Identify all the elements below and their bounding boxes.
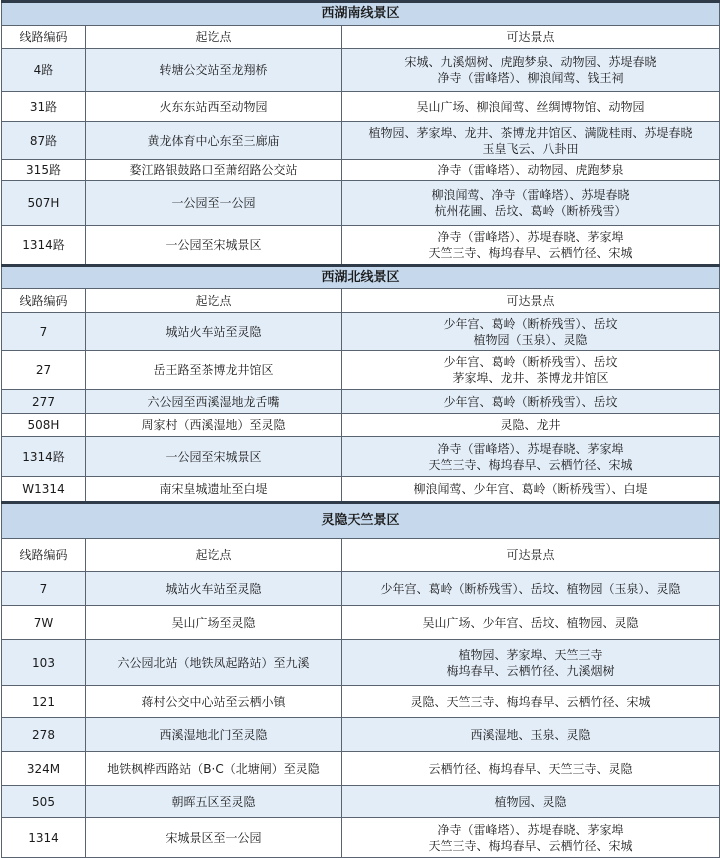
- cell-spots: 云栖竹径、梅坞春早、天竺三寺、灵隐: [342, 752, 720, 786]
- cell-spots: 少年宫、葛岭（断桥残雪）、岳坟 茅家埠、龙井、茶博龙井馆区: [342, 351, 720, 390]
- cell-spots: 柳浪闻莺、少年宫、葛岭（断桥残雪）、白堤: [342, 477, 720, 503]
- cell-spots: 吴山广场、少年宫、岳坟、植物园、灵隐: [342, 606, 720, 640]
- column-header-code: 线路编码: [2, 26, 86, 49]
- cell-route: 吴山广场至灵隐: [86, 606, 342, 640]
- cell-spots: 宋城、九溪烟树、虎跑梦泉、动物园、苏堤春晓 净寺（雷峰塔）、柳浪闻莺、钱王祠: [342, 49, 720, 92]
- cell-code: 1314路: [2, 226, 86, 266]
- cell-route: 南宋皇城遗址至白堤: [86, 477, 342, 503]
- column-header-row: [2, 289, 720, 313]
- cell-route: 火东东站西至动物园: [86, 92, 342, 122]
- cell-spots: 灵隐、天竺三寺、梅坞春早、云栖竹径、宋城: [342, 686, 720, 718]
- table-row: [2, 752, 720, 786]
- cell-code: 508H: [2, 414, 86, 437]
- cell-route: 一公园至一公园: [86, 181, 342, 226]
- table-row: [2, 818, 720, 858]
- bus-route-table: [1, 0, 720, 858]
- cell-spots: 少年宫、葛岭（断桥残雪）、岳坟、植物园（玉泉）、灵隐: [342, 572, 720, 606]
- cell-code: 7W: [2, 606, 86, 640]
- cell-code: 31路: [2, 92, 86, 122]
- column-header-row: [2, 539, 720, 572]
- cell-spots: 净寺（雷峰塔）、动物园、虎跑梦泉: [342, 160, 720, 181]
- cell-code: 7: [2, 313, 86, 351]
- cell-code: 1314: [2, 818, 86, 858]
- cell-code: 121: [2, 686, 86, 718]
- cell-route: 朝晖五区至灵隐: [86, 786, 342, 818]
- table-row: [2, 477, 720, 503]
- table-row: [2, 640, 720, 686]
- table-row: [2, 606, 720, 640]
- section-header: [2, 503, 720, 539]
- section-header: [2, 2, 720, 26]
- cell-route: 地铁枫桦西路站（B·C（北塘闸）至灵隐: [86, 752, 342, 786]
- cell-code: 278: [2, 718, 86, 752]
- table-row: [2, 686, 720, 718]
- column-header-row: [2, 26, 720, 49]
- cell-code: 324M: [2, 752, 86, 786]
- table-row: [2, 351, 720, 390]
- section-title: 灵隐天竺景区: [2, 503, 720, 539]
- cell-code: 277: [2, 390, 86, 414]
- cell-code: 87路: [2, 122, 86, 160]
- column-header-spots: 可达景点: [342, 539, 720, 572]
- cell-route: 黄龙体育中心东至三廊庙: [86, 122, 342, 160]
- table-row: [2, 414, 720, 437]
- section-header: [2, 266, 720, 289]
- cell-spots: 少年宫、葛岭（断桥残雪）、岳坟: [342, 390, 720, 414]
- column-header-spots: 可达景点: [342, 289, 720, 313]
- cell-route: 周家村（西溪湿地）至灵隐: [86, 414, 342, 437]
- cell-route: 一公园至宋城景区: [86, 226, 342, 266]
- column-header-code: 线路编码: [2, 289, 86, 313]
- cell-code: 1314路: [2, 437, 86, 477]
- cell-spots: 少年宫、葛岭（断桥残雪）、岳坟 植物园（玉泉）、灵隐: [342, 313, 720, 351]
- column-header-code: 线路编码: [2, 539, 86, 572]
- table-row: [2, 390, 720, 414]
- column-header-route: 起讫点: [86, 539, 342, 572]
- cell-spots: 净寺（雷峰塔）、苏堤春晓、茅家埠 天竺三寺、梅坞春早、云栖竹径、宋城: [342, 818, 720, 858]
- cell-route: 六公园北站（地铁凤起路站）至九溪: [86, 640, 342, 686]
- cell-code: 103: [2, 640, 86, 686]
- cell-route: 城站火车站至灵隐: [86, 313, 342, 351]
- cell-spots: 西溪湿地、玉泉、灵隐: [342, 718, 720, 752]
- cell-spots: 灵隐、龙井: [342, 414, 720, 437]
- table-row: [2, 718, 720, 752]
- table-row: [2, 226, 720, 266]
- cell-code: 7: [2, 572, 86, 606]
- cell-code: 315路: [2, 160, 86, 181]
- table-row: [2, 160, 720, 181]
- cell-spots: 植物园、茅家埠、天竺三寺 梅坞春早、云栖竹径、九溪烟树: [342, 640, 720, 686]
- section-title: 西湖南线景区: [2, 2, 720, 26]
- cell-route: 宋城景区至一公园: [86, 818, 342, 858]
- section-title: 西湖北线景区: [2, 266, 720, 289]
- cell-route: 岳王路至茶博龙井馆区: [86, 351, 342, 390]
- cell-spots: 柳浪闻莺、净寺（雷峰塔）、苏堤春晓 杭州花圃、岳坟、葛岭（断桥残雪）: [342, 181, 720, 226]
- table-row: [2, 313, 720, 351]
- cell-route: 转塘公交站至龙翔桥: [86, 49, 342, 92]
- cell-route: 西溪湿地北门至灵隐: [86, 718, 342, 752]
- cell-code: 507H: [2, 181, 86, 226]
- cell-spots: 净寺（雷峰塔）、苏堤春晓、茅家埠 天竺三寺、梅坞春早、云栖竹径、宋城: [342, 226, 720, 266]
- cell-code: 4路: [2, 49, 86, 92]
- table-row: [2, 92, 720, 122]
- cell-code: 505: [2, 786, 86, 818]
- table-row: [2, 437, 720, 477]
- cell-spots: 植物园、灵隐: [342, 786, 720, 818]
- table-row: [2, 181, 720, 226]
- cell-code: W1314: [2, 477, 86, 503]
- cell-spots: 净寺（雷峰塔）、苏堤春晓、茅家埠 天竺三寺、梅坞春早、云栖竹径、宋城: [342, 437, 720, 477]
- cell-code: 27: [2, 351, 86, 390]
- cell-route: 城站火车站至灵隐: [86, 572, 342, 606]
- table-row: [2, 49, 720, 92]
- table-row: [2, 786, 720, 818]
- column-header-route: 起讫点: [86, 289, 342, 313]
- cell-route: 婺江路银鼓路口至萧绍路公交站: [86, 160, 342, 181]
- table-row: [2, 122, 720, 160]
- column-header-spots: 可达景点: [342, 26, 720, 49]
- cell-spots: 植物园、茅家埠、龙井、茶博龙井馆区、满陇桂雨、苏堤春晓 玉皇飞云、八卦田: [342, 122, 720, 160]
- table-row: [2, 572, 720, 606]
- cell-route: 六公园至西溪湿地龙舌嘴: [86, 390, 342, 414]
- cell-spots: 吴山广场、柳浪闻莺、丝绸博物馆、动物园: [342, 92, 720, 122]
- column-header-route: 起讫点: [86, 26, 342, 49]
- cell-route: 蒋村公交中心站至云栖小镇: [86, 686, 342, 718]
- cell-route: 一公园至宋城景区: [86, 437, 342, 477]
